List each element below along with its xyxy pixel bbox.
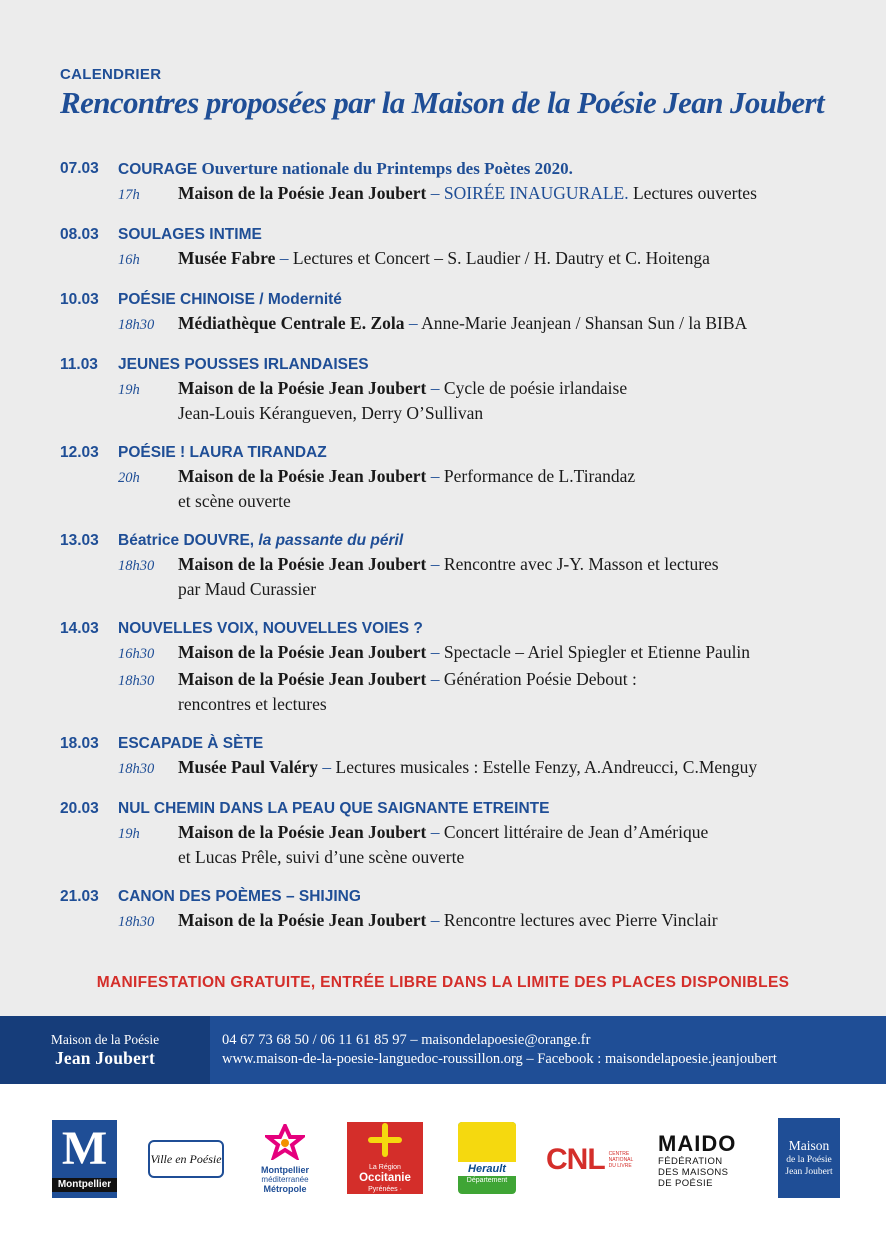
- mp-line3: Jean Joubert: [785, 1167, 833, 1177]
- session-row: [118, 640, 860, 667]
- event-item: [60, 224, 860, 273]
- session-continuation: par Maud Curassier: [178, 579, 317, 599]
- maido-logo: [658, 1132, 758, 1189]
- event-header: [60, 224, 860, 246]
- session-separator: –: [322, 757, 332, 777]
- session-highlight: SOIRÉE INAUGURALE.: [443, 183, 629, 203]
- mp-line2: de la Poésie: [786, 1155, 832, 1165]
- maison-poesie-logo: [778, 1118, 840, 1198]
- cnl-sub: CENTRE NATIONAL DU LIVRE: [608, 1151, 634, 1169]
- session-time: 19h: [118, 826, 140, 842]
- event-date: 20.03: [60, 800, 99, 817]
- session-time: 16h: [118, 252, 140, 268]
- event-title-line: [118, 733, 263, 755]
- event-title-line: [118, 530, 403, 552]
- event-title-line: [118, 618, 423, 640]
- session-row: [118, 376, 860, 426]
- event-title: CANON DES POÈMES – SHIJING: [118, 888, 361, 905]
- event-header: [60, 289, 860, 311]
- event-item: [60, 442, 860, 514]
- metropole-name: Montpellier: [260, 1165, 309, 1175]
- event-title: NOUVELLES VOIX, NOUVELLES VOIES ?: [118, 620, 423, 637]
- event-date: 10.03: [60, 291, 99, 308]
- session-body: [178, 908, 860, 935]
- session-body: [178, 820, 860, 870]
- session-description: Génération Poésie Debout :: [443, 669, 637, 689]
- contact-phone-email: 04 67 73 68 50 / 06 11 61 85 97 – maisondelapoesie@orange.fr: [222, 1032, 591, 1048]
- event-title-line: [118, 798, 549, 820]
- session-line: [178, 820, 860, 845]
- session-continuation: Jean-Louis Kérangueven, Derry O’Sullivan: [178, 403, 484, 423]
- session-separator: –: [430, 378, 440, 398]
- session-venue: Maison de la Poésie Jean Joubert: [178, 642, 427, 662]
- session-separator: –: [430, 642, 440, 662]
- event-date: 11.03: [60, 356, 98, 373]
- herault-name: Herault: [458, 1162, 516, 1176]
- session-line: [178, 464, 860, 489]
- session-description: Spectacle – Ariel Spiegler et Etienne Paulin: [443, 642, 751, 662]
- session-description: Rencontre lectures avec Pierre Vinclair: [443, 910, 718, 930]
- event-title: POÉSIE CHINOISE / Modernité: [118, 291, 342, 308]
- session-row: [118, 667, 860, 717]
- session-line: [178, 640, 860, 665]
- contact-web-facebook: www.maison-de-la-poesie-languedoc-roussillon.org – Facebook : maisondelapoesie.jeanjoubert: [222, 1051, 777, 1067]
- session-body: [178, 464, 860, 514]
- event-title: JEUNES POUSSES IRLANDAISES: [118, 356, 369, 373]
- event-date: 12.03: [60, 444, 99, 461]
- ville-en-poesie-logo: [148, 1140, 224, 1178]
- events-list: [60, 158, 860, 951]
- footer-bar: [0, 1016, 886, 1084]
- event-date: 07.03: [60, 160, 99, 177]
- event-title-line: [118, 158, 573, 181]
- session-description: Lectures ouvertes: [632, 183, 757, 203]
- session-line: [178, 246, 860, 271]
- session-separator: –: [430, 466, 440, 486]
- event-header: [60, 798, 860, 820]
- session-venue: Maison de la Poésie Jean Joubert: [178, 554, 427, 574]
- event-item: [60, 886, 860, 935]
- event-date: 08.03: [60, 226, 99, 243]
- session-description: Lectures musicales : Estelle Fenzy, A.Andreucci, C.Menguy: [335, 757, 758, 777]
- event-date: 13.03: [60, 532, 99, 549]
- occitan-cross-icon: [365, 1122, 405, 1158]
- session-description: Concert littéraire de Jean d’Amérique: [443, 822, 709, 842]
- cnl-text: CNL: [546, 1143, 605, 1176]
- contact-info: [210, 1031, 777, 1069]
- event-item: [60, 530, 860, 602]
- session-separator: –: [430, 183, 440, 203]
- partner-logos: [0, 1084, 886, 1240]
- session-venue: Musée Fabre: [178, 248, 276, 268]
- session-row: [118, 908, 860, 935]
- montpellier-logo: [52, 1120, 117, 1198]
- maido-sub1: FÉDÉRATION: [658, 1156, 723, 1167]
- session-time: 18h30: [118, 317, 155, 333]
- event-item: [60, 798, 860, 870]
- region-sub: Pyrénées · Méditerranée: [364, 1186, 406, 1202]
- session-separator: –: [430, 910, 440, 930]
- event-title-line: [118, 442, 327, 464]
- footer-logo: [0, 1016, 210, 1084]
- session-line: [178, 376, 860, 401]
- event-header: [60, 618, 860, 640]
- herault-sub: Département: [466, 1177, 508, 1184]
- session-line: [178, 311, 860, 336]
- session-row: [118, 181, 860, 208]
- event-title-line: [118, 224, 262, 246]
- session-continuation: rencontres et lectures: [178, 694, 327, 714]
- montpellier-logo-name: Montpellier: [52, 1178, 117, 1192]
- section-kicker: CALENDRIER: [60, 66, 162, 83]
- event-title: SOULAGES INTIME: [118, 226, 262, 243]
- session-row: [118, 820, 860, 870]
- session-row: [118, 552, 860, 602]
- session-description: Performance de L.Tirandaz: [443, 466, 636, 486]
- session-time: 16h30: [118, 646, 155, 662]
- session-continuation: et Lucas Prêle, suivi d’une scène ouverte: [178, 847, 465, 867]
- session-description: Rencontre avec J-Y. Masson et lectures: [443, 554, 719, 574]
- event-header: [60, 354, 860, 376]
- herault-sun-icon: [458, 1122, 516, 1162]
- maido-text: MAIDO: [658, 1131, 737, 1156]
- session-time: 18h30: [118, 914, 155, 930]
- session-description: Anne-Marie Jeanjean / Shansan Sun / la BIBA: [421, 313, 748, 333]
- session-time: 17h: [118, 187, 140, 203]
- session-body: [178, 755, 860, 782]
- event-date: 14.03: [60, 620, 99, 637]
- session-body: [178, 181, 860, 208]
- event-title-line: [118, 354, 369, 376]
- session-body: [178, 667, 860, 717]
- metropole-sub: méditerranée: [261, 1175, 309, 1184]
- session-separator: –: [279, 248, 289, 268]
- session-time: 19h: [118, 382, 140, 398]
- session-venue: Médiathèque Centrale E. Zola: [178, 313, 405, 333]
- session-venue: Maison de la Poésie Jean Joubert: [178, 183, 427, 203]
- montpellier-logo-letter: M: [61, 1122, 108, 1175]
- event-title-line: [118, 289, 342, 311]
- footer-logo-line2: Jean Joubert: [54, 1047, 156, 1068]
- region-occitanie-logo: [347, 1122, 423, 1202]
- session-row: [118, 246, 860, 273]
- session-row: [118, 311, 860, 338]
- event-date: 21.03: [60, 888, 99, 905]
- event-header: [60, 733, 860, 755]
- event-header: [60, 530, 860, 552]
- page-title: Rencontres proposées par la Maison de la Poésie Jean Joubert: [60, 85, 824, 120]
- session-line: [178, 181, 860, 206]
- session-time: 18h30: [118, 673, 155, 689]
- region-name: Occitanie: [359, 1172, 411, 1184]
- session-venue: Maison de la Poésie Jean Joubert: [178, 910, 427, 930]
- session-body: [178, 246, 860, 273]
- session-separator: –: [430, 822, 440, 842]
- session-venue: Maison de la Poésie Jean Joubert: [178, 822, 427, 842]
- session-line: [178, 667, 860, 692]
- event-item: [60, 733, 860, 782]
- page-header: [60, 66, 824, 121]
- event-title: POÉSIE ! LAURA TIRANDAZ: [118, 444, 327, 461]
- region-line1: La Région: [369, 1164, 401, 1171]
- maido-sub3: DE POÉSIE: [658, 1178, 713, 1189]
- session-body: [178, 376, 860, 426]
- event-date: 18.03: [60, 735, 99, 752]
- session-body: [178, 552, 860, 602]
- session-separator: –: [408, 313, 418, 333]
- session-venue: Maison de la Poésie Jean Joubert: [178, 378, 427, 398]
- session-body: [178, 640, 860, 667]
- event-title: NUL CHEMIN DANS LA PEAU QUE SAIGNANTE ETREINTE: [118, 800, 550, 817]
- event-title: ESCAPADE À SÈTE: [118, 735, 264, 752]
- session-time: 18h30: [118, 761, 155, 777]
- session-time: 20h: [118, 470, 140, 486]
- mp-line1: Maison: [788, 1138, 830, 1153]
- session-description: Cycle de poésie irlandaise: [443, 378, 628, 398]
- session-venue: Maison de la Poésie Jean Joubert: [178, 669, 427, 689]
- event-title-italic: la passante du péril: [258, 532, 404, 549]
- ville-en-poesie-text: Ville en Poésie: [150, 1151, 222, 1166]
- herault-logo: [458, 1122, 516, 1194]
- event-header: [60, 158, 860, 181]
- session-venue: Maison de la Poésie Jean Joubert: [178, 466, 427, 486]
- session-body: [178, 311, 860, 338]
- event-title-line: [118, 886, 361, 908]
- session-row: [118, 464, 860, 514]
- metropole-word: Métropole: [263, 1184, 307, 1194]
- event-header: [60, 886, 860, 908]
- session-line: [178, 552, 860, 577]
- event-subtitle: Ouverture nationale du Printemps des Poètes 2020.: [201, 159, 573, 178]
- event-item: [60, 354, 860, 426]
- event-item: [60, 289, 860, 338]
- session-description: Lectures et Concert – S. Laudier / H. Dautry et C. Hoitenga: [292, 248, 710, 268]
- event-item: [60, 618, 860, 717]
- cnl-logo: [546, 1140, 636, 1180]
- session-separator: –: [430, 554, 440, 574]
- footer-logo-line1: Maison de la Poésie: [50, 1031, 160, 1047]
- event-title: Béatrice DOUVRE,: [118, 532, 255, 549]
- session-time: 18h30: [118, 558, 155, 574]
- session-separator: –: [430, 669, 440, 689]
- session-venue: Musée Paul Valéry: [178, 757, 318, 777]
- session-row: [118, 755, 860, 782]
- event-title: COURAGE: [118, 161, 198, 178]
- session-line: [178, 755, 860, 780]
- event-item: [60, 158, 860, 208]
- event-header: [60, 442, 860, 464]
- maido-sub2: DES MAISONS: [658, 1167, 729, 1178]
- star-icon: [265, 1124, 305, 1160]
- montpellier-metropole-logo: [250, 1124, 320, 1194]
- session-line: [178, 908, 860, 933]
- free-entry-notice: MANIFESTATION GRATUITE, ENTRÉE LIBRE DANS LA LIMITE DES PLACES DISPONIBLES: [96, 974, 790, 991]
- session-continuation: et scène ouverte: [178, 491, 291, 511]
